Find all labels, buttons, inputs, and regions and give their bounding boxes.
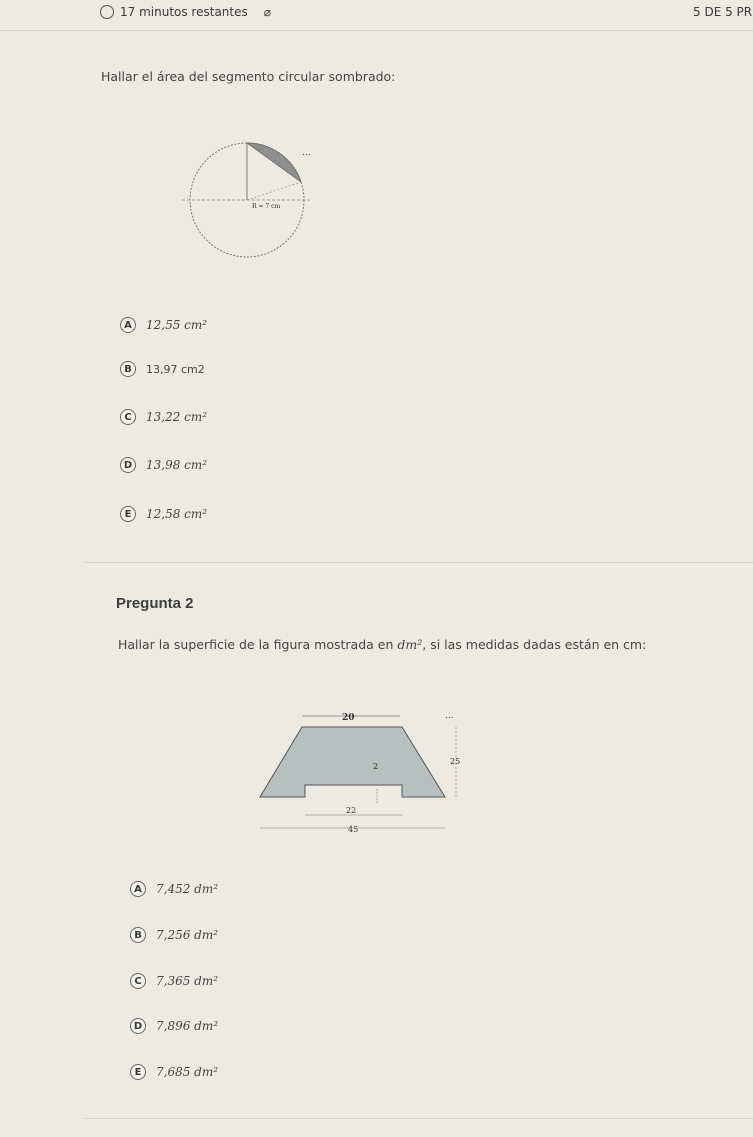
option-text: 7,256 dm² (156, 928, 219, 942)
option-text: 13,97 cm2 (146, 362, 205, 376)
top-bar (0, 0, 753, 31)
option-letter: E (130, 1064, 146, 1080)
notch-width-label: 22 (346, 806, 357, 815)
q2-option-d[interactable] (130, 1015, 218, 1037)
option-text: 7,896 dm² (156, 1019, 219, 1033)
option-letter: D (130, 1018, 146, 1034)
hide-timer-icon[interactable]: ⌀ (263, 5, 271, 19)
q2-option-c[interactable] (130, 970, 218, 992)
option-text: 7,452 dm² (156, 882, 219, 896)
question-2-title: Pregunta 2 (116, 595, 194, 612)
q1-option-e[interactable] (120, 503, 207, 525)
option-text: 12,55 cm² (146, 318, 208, 332)
timer-text: 17 minutos restantes (120, 5, 248, 19)
q2-option-e[interactable] (130, 1061, 218, 1083)
base-dimension-label: 45 (348, 825, 359, 834)
question-2-unit: dm² (397, 637, 423, 652)
figure-2-more: ... (445, 711, 454, 721)
radius-to-chord (247, 182, 301, 200)
notch-height-label: 2 (373, 762, 379, 771)
timer (100, 5, 271, 19)
question-2-text-before: Hallar la superficie de la figura mostrada en (118, 637, 398, 652)
q1-option-c[interactable] (120, 406, 207, 428)
option-letter: C (130, 973, 146, 989)
question-progress: 5 DE 5 PR (693, 5, 753, 19)
q2-option-b[interactable] (130, 924, 218, 946)
option-letter: D (120, 457, 136, 473)
option-letter: A (120, 317, 136, 333)
option-letter: E (120, 506, 136, 522)
question-1-text: Hallar el área del segmento circular sombrado: (101, 69, 396, 84)
q1-option-a[interactable] (120, 314, 207, 336)
option-text: 13,98 cm² (146, 458, 208, 472)
option-text: 13,22 cm² (146, 410, 208, 424)
bottom-divider (85, 1118, 753, 1119)
circle-segment-figure (180, 135, 320, 260)
figure-1-more: ... (302, 148, 311, 158)
option-text: 12,58 cm² (146, 507, 208, 521)
height-dimension-label: 25 (450, 757, 461, 766)
q1-option-b[interactable] (120, 358, 205, 380)
option-letter: B (130, 927, 146, 943)
top-dimension-label: 20 (342, 713, 355, 723)
clock-icon (100, 5, 114, 19)
q2-option-a[interactable] (130, 878, 218, 900)
option-text: 7,685 dm² (156, 1065, 219, 1079)
option-letter: A (130, 881, 146, 897)
q1-option-d[interactable] (120, 454, 207, 476)
trapezoid-figure (250, 705, 470, 840)
option-letter: C (120, 409, 136, 425)
question-2-text-after: , si las medidas dadas están en cm: (422, 637, 647, 652)
question-divider (85, 562, 753, 563)
option-text: 7,365 dm² (156, 974, 219, 988)
question-2-text (118, 637, 646, 652)
shaded-segment (247, 143, 301, 182)
option-letter: B (120, 361, 136, 377)
trapezoid-shape (260, 727, 445, 797)
radius-label: R = 7 cm (252, 203, 281, 210)
